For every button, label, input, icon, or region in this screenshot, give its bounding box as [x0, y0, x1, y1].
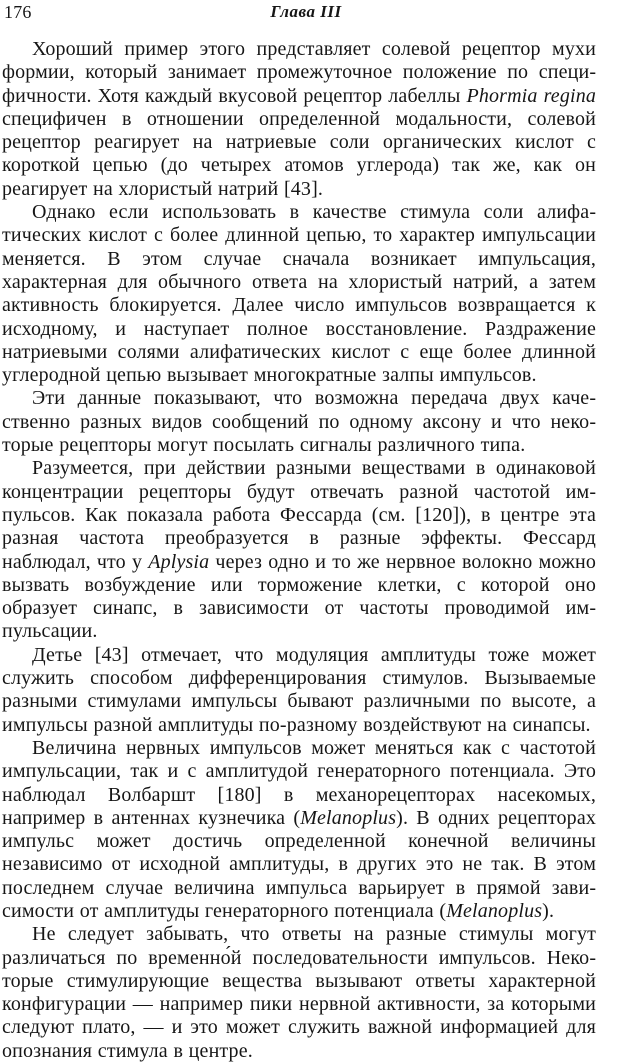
text-segment: Величина нервных импульсов может меняться как с частотой импульсации, так и с амплитудой генераторного потенциала. Это наблюдал Волбаршт [180] в механорецепторах насекомых, например в антеннах кузнечика ( — [2, 736, 596, 829]
text-segment: Разумеется, при действии разными веществами в одинаковой концентрации рецепторы будут отвечать разной частотой импульсов. Как показала работа Фессарда (см. [120]), в центре эта разная частота преобразуется в разные эффекты. Фессард наблюдал, что у — [2, 457, 596, 573]
text-segment: Однако если использовать в качестве стимула соли алифатических кислот с более длинной цепью, то характер импульсации меняется. В этом случае сначала возникает импульсация, характерная для обычного ответа на хлористый натрий, а затем активность блокируется. Далее число импульсов возвращается к исходному, и наступает полное восстановление. Раздражение натриевыми солями алифатических кислот с еще более длинной углеродной цепью вызывает многократные залпы импульсов. — [2, 201, 596, 387]
text-segment: через одно и то же нервное волокно можно вызвать возбуждение или торможение клетки, с которой оно образует синапс, в зависимости от частоты проводимой импульсации. — [2, 550, 596, 643]
paragraph-1 — [2, 38, 596, 201]
page-number: 176 — [4, 2, 32, 22]
species-name-italic: Melanoplus — [446, 899, 543, 922]
text-segment: ). В одних рецепторах импульс может достичь определенной конечной величины независимо от исходной амплитуды, в других это не так. В этом последнем случае величина импульса варьирует в прямой зависимости от амплитуды генераторного потенциала ( — [2, 806, 596, 922]
species-name-italic: Phormia regina — [466, 84, 596, 107]
text-segment: Не следует забывать, что ответы на разные стимулы могут различаться по временно́й последовательности импульсов. Некоторые стимулирующие вещества вызывают ответы характерной конфигурации — например пики нервной активности, за которыми следуют плато, — и это может служить важной информацией для опознания стимула в центре. — [2, 923, 596, 1062]
page-header — [4, 0, 598, 24]
species-name-italic: Aplysia — [148, 550, 210, 573]
chapter-running-head: Глава III — [270, 2, 342, 21]
text-segment: Хороший пример этого представляет солевой рецептор мухи формии, который занимает промежуточное положение по специфичности. Хотя каждый вкусовой рецептор лабеллы — [2, 38, 596, 107]
paragraph-7 — [2, 923, 596, 1063]
paragraph-3 — [2, 387, 596, 457]
paragraph-5 — [2, 644, 596, 737]
text-segment: специфичен в отношении определенной модальности, солевой рецептор реагирует на натриевые соли органических кислот с короткой цепью (до четырех атомов углерода) так же, как он реагирует на хлористый натрий [43]. — [2, 107, 596, 200]
text-segment: Детье [43] отмечает, что модуляция амплитуды тоже может служить способом дифференцирования стимулов. Вызываемые разными стимулами импульсы бывают различными по высоте, а импульсы разной амплитуды по-разному воздействуют на синапсы. — [2, 643, 596, 736]
paragraph-2 — [2, 201, 596, 387]
body-text — [2, 38, 596, 1063]
paragraph-4 — [2, 457, 596, 643]
text-segment: Эти данные показывают, что возможна передача двух качественно разных видов сообщений по одному аксону и что некоторые рецепторы могут посылать сигналы различного типа. — [2, 387, 596, 457]
text-segment: ). — [542, 899, 555, 922]
species-name-italic: Melanoplus — [300, 806, 397, 829]
paragraph-6 — [2, 737, 596, 923]
